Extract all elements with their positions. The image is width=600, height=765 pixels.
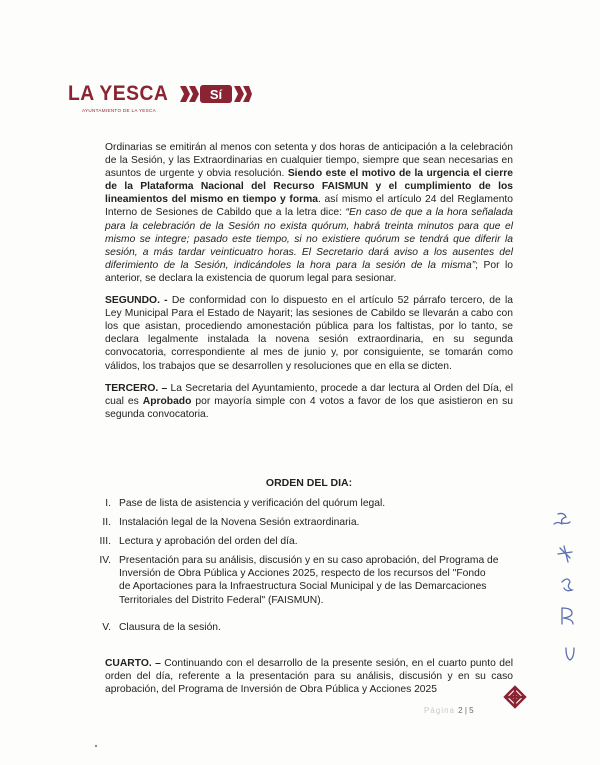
page-number: Página 2 | 5 [424,706,474,715]
list-item: V. Clausura de la sesión. [102,621,221,633]
paragraph-segundo: SEGUNDO. - De conformidad con lo dispuesto en el artículo 52 párrafo tercero, de la Ley Municipal Para el Estado de Nayarit; las sesiones de Cabildo se llevarán a cabo con los que asistan, procediendo amonestación pública para los faltistas, por lo tanto, se declara legalmente instalada la novena sesión extraordinaria, en su segunda convocatoria, correspondiente al mes de junio y, por consiguiente, se tomarán como válidos, los trabajos que se desarrollen y resoluciones que en ella se dicten. [105,295,513,372]
logo-subtitle: AYUNTAMIENTO DE LA YESCA [82,108,156,113]
list-item: I. Pase de lista de asistencia y verificación del quórum legal. [105,498,386,509]
document-body [105,141,513,430]
list-item: III. Lectura y aprobación del orden del día. [99,536,298,548]
paragraph-quorum: Ordinarias se emitirán al menos con setenta y dos horas de anticipación a la celebración de la Sesión, y las Extraordinarias en cualquier tiempo, siempre que sean necesarias en asuntos de urgente y obvia resolución. Siendo este el motivo de la urgencia el cierre de la Plataforma Nacional del Recurso FAISMUN y el cumplimiento de los lineamientos del mismo en tiempo y forma. así mismo el artículo 24 del Reglamento Interno de Sesiones de Cabildo que a la letra dice: “En caso de que a la hora señalada para la celebración de la Sesión no exista quórum, habrá treinta minutos para que el mismo se integre; pasado este tiempo, si no existiere quórum se tendrá que diferir la sesión, a más tardar veinticuatro horas. El Secretario dará aviso a los ausentes del diferimiento de la Sesión, indicándoles la hora para la sesión de la misma”; Por lo anterior, se declara la existencia de quorum legal para sesionar. [105,142,514,284]
letterhead [68,82,228,118]
orden-del-dia-list [87,497,513,634]
orden-del-dia-title: ORDEN DEL DIA: [265,477,353,489]
decorative-knot-icon [503,685,527,709]
logo-mark-text: Sí [209,87,223,102]
list-item: IV. Presentación para su análisis, discusión y en su caso aprobación, del Programa de Inversión de Obra Pública y Acciones 2025, respecto de los recursos del "Fondo de Aportaciones para la Infraestructura Social Municipal y de las Demarcaciones Territoriales del Distrito Federal" (FAISMUN). [99,555,499,606]
scan-speck [95,745,97,747]
paragraph-cuarto: CUARTO. – Continuando con el desarrollo de la presente sesión, en el cuarto punto del orden del día, referente a la presentación para su análisis, discusión y en su caso aprobación, del Programa de Inversión de Obra Pública y Acciones 2025 [105,658,513,696]
paragraph-tercero: TERCERO. – La Secretaria del Ayuntamiento, procede a dar lectura al Orden del Día, el cual es Aprobado por mayoría simple con 4 votos a favor de los que asistieron en su segunda convocatoria. [105,382,513,420]
logo-text: LA YESCA [68,82,169,105]
list-item: II. Instalación legal de la Novena Sesión extraordinaria. [102,517,360,529]
handwritten-initials-icon [548,510,588,670]
logo-mark-icon [180,84,252,104]
